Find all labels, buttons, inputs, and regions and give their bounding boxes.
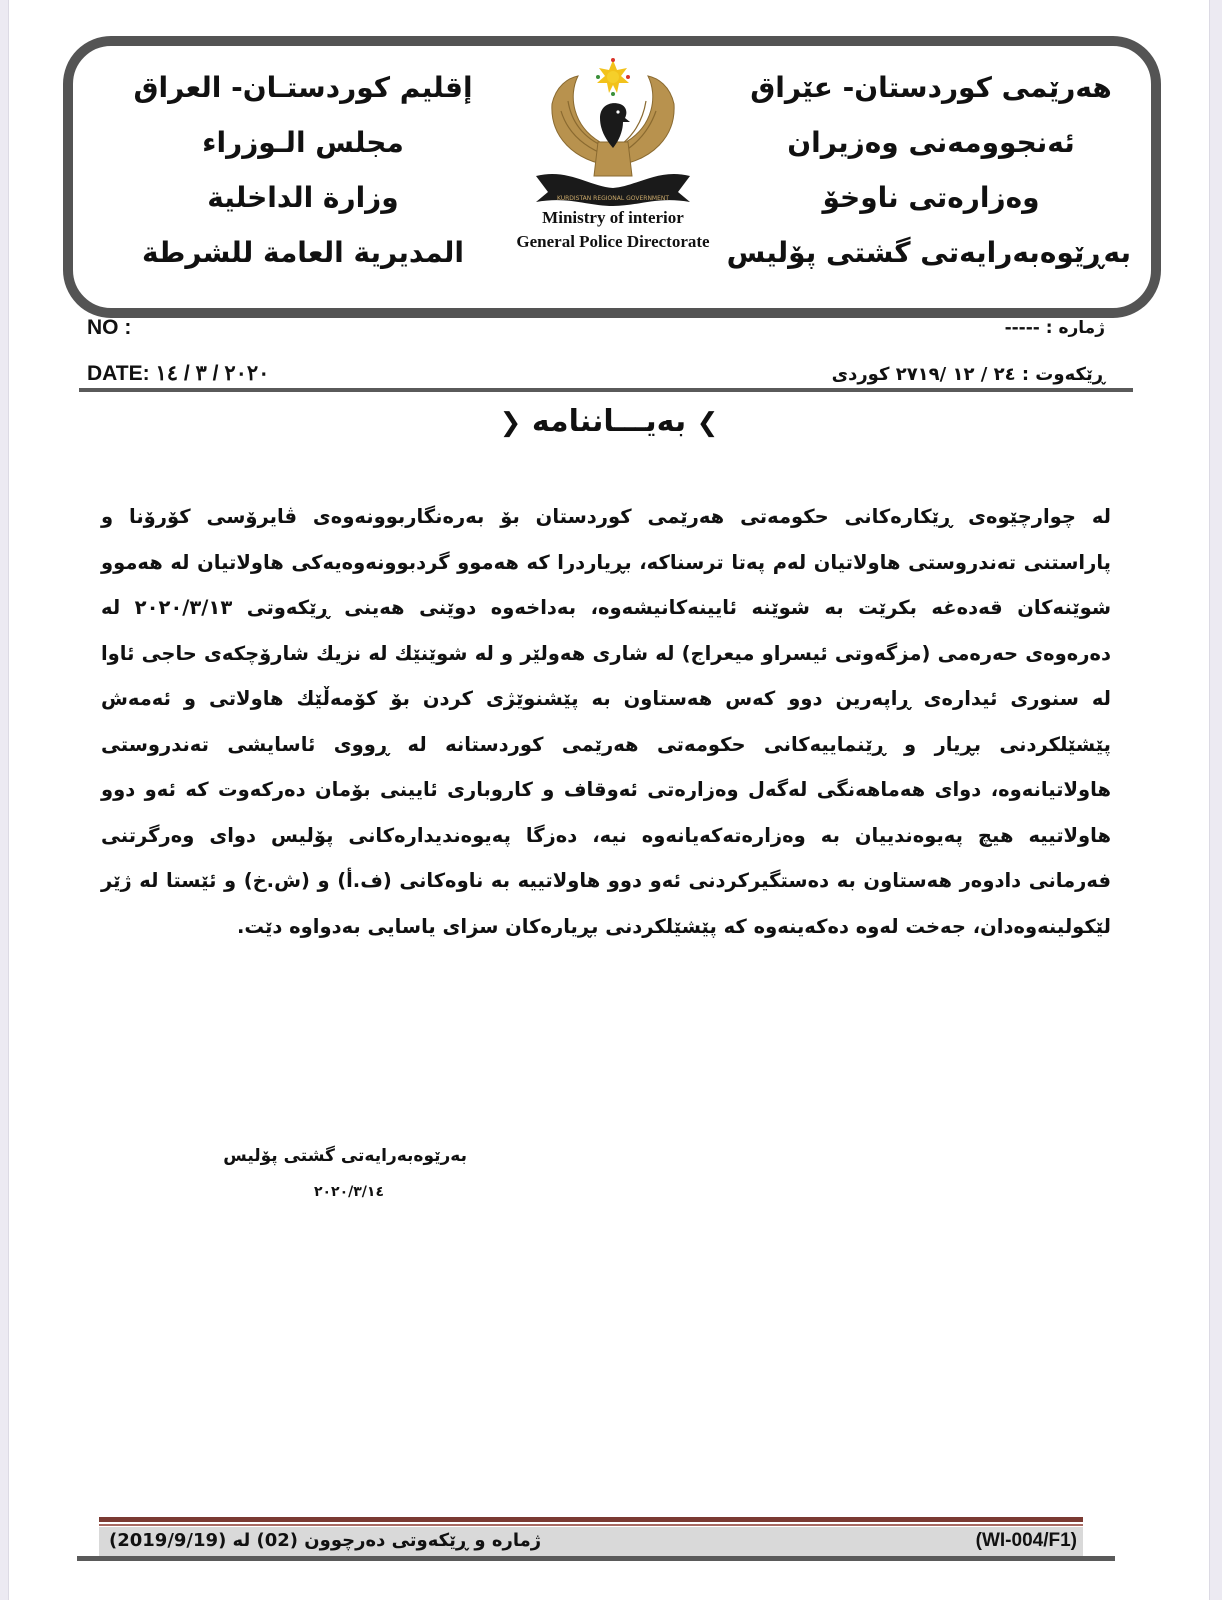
reference-date: DATE: ٢٠٢٠ / ٣ / ١٤ [87,362,270,385]
reference-number: NO : [87,316,132,339]
signature-title: بەرێوەبەرایەتی گشتی پۆلیس [223,1146,467,1166]
footer-rule [77,1556,1115,1561]
footer-stripe-thin [99,1524,1083,1526]
footer-issue-info: ژمارە و ڕێکەوتی دەرچوون (02) لە (2019/9/19) [109,1530,542,1551]
document-title [9,404,1209,439]
kurdish-directorate-line: بەڕێوەبەرایەتی گشتی پۆلیس [726,236,1131,269]
title-ornament-right: ❯ [696,408,719,438]
arabic-directorate-line: المديرية العامة للشرطة [142,236,464,269]
kurdish-reference-number: ژمارە : ----- [1004,318,1105,338]
letterhead-frame [63,36,1161,318]
sun-icon [596,58,630,96]
kurdish-council-line: ئەنجوومەنی وەزیران [787,126,1075,159]
footer-stripe [99,1517,1083,1522]
title-ornament-left: ❮ [499,408,522,438]
arabic-region-line: إقليم كوردستـان- العراق [133,71,473,104]
kurdish-region-line: هەرێمی کوردستان- عێراق [750,71,1112,104]
arabic-council-line: مجلس الـوزراء [202,126,404,159]
kurdish-ministry-line: وەزارەتی ناوخۆ [822,181,1040,214]
krg-eagle-emblem-icon [528,56,698,206]
statement-body: لە چوارچێوەی ڕێکارەکانی حکومەتی هەرێمی کوردستان بۆ بەرەنگاربوونەوەی ڤایرۆسی کۆرۆنا و پاراستنی تەندروستی هاولاتیان لەم پەتا ترسناکە، بڕیاردرا کە هەموو گردبوونەوەیەکی هاولاتیان لە هەموو شوێنەکان قەدەغە بکرێت بە شوێنە ئایینەکانیشەوە، بەداخەوە دوێنی هەینی ڕێکەوتی ٢٠٢٠/٣/١٣ لە دەرەوەی حەرەمی (مزگەوتی ئیسراو میعراج) لە شاری هەولێر و لە شوێنێك لە نزیك شارۆچکەی حاجی ئاوا لە سنوری ئیدارەی ڕاپەرین دوو کەس هەستاون بە پێشنوێژی کردن بۆ کۆمەڵێك هاولاتی و ئەمەش پێشێلکردنی بڕیار و ڕێنماییەکانی حکومەتی هەرێمی کوردستانە لە ڕووی ئاسایشی تەندروستی هاولاتیانەوە، دوای هەماهەنگی لەگەل وەزارەتی ئەوقاف و کاروباری ئایینی بۆمان دەرکەوت کە ئەو دوو هاولاتییە هیچ پەیوەندییان بە وەزارەتەکەیانەوە نیە، دەزگا پەیوەندیدارەکانی پۆلیس دوای وەرگرتنی فەرمانی دادوەر هەستاون بە دەستگیرکردنی ئەو دوو هاولاتییە بە ناوەکانی (ف.أ) و (ش.خ) و ئێستا لە ژێر لێکولینەوەدان، جەخت لەوە دەکەینەوە کە پێشێلکردنی بڕیارەکان سزای یاسایی بەدواوە دێت. [101,505,1112,938]
document-page [8,0,1210,1600]
krg-logo [513,56,713,254]
signature-date: ٢٠٢٠/٣/١٤ [313,1184,385,1200]
kurdish-reference-date: ڕێکەوت : ٢٤ / ١٢ /٢٧١٩ کوردی [831,364,1105,385]
logo-ribbon-text: KURDISTAN REGIONAL GOVERNMENT [556,195,670,202]
arabic-ministry-line: وزارة الداخلية [207,181,399,214]
title-text: بەیـــاننامە [531,404,687,439]
footer-form-code: (WI-004/F1) [975,1530,1077,1551]
arabic-letterhead [113,60,493,280]
header-divider [79,388,1133,392]
ministry-en: Ministry of interior [542,208,684,227]
directorate-en: General Police Directorate [516,232,710,251]
kurdish-letterhead [726,60,1131,280]
